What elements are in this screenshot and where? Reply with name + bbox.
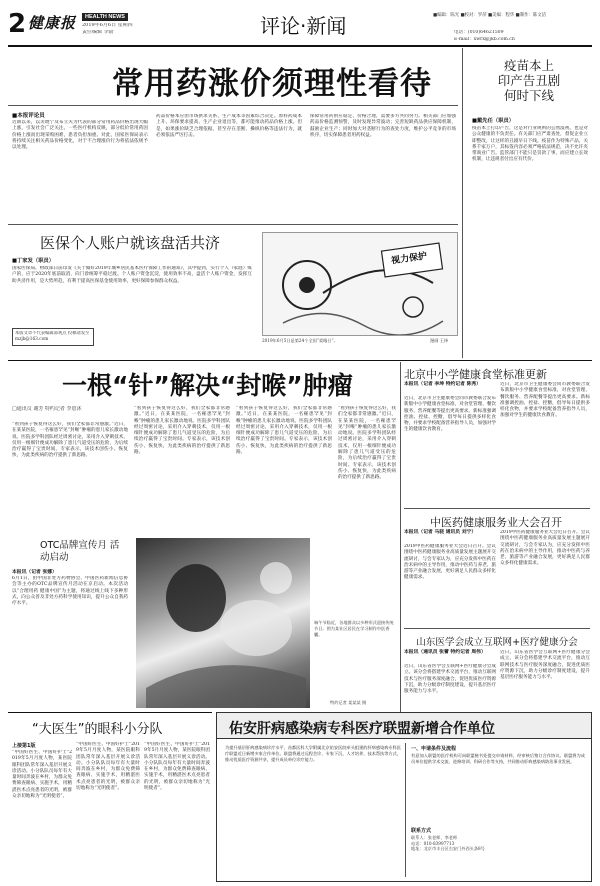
divider: [8, 224, 458, 225]
beijing-author: 本报讯（记者 李坤 特约记者 陈秀）: [404, 382, 481, 387]
feature-headline: 一根“针”解决“封喉”肿瘤: [62, 371, 353, 400]
alliance-contact-lines: 联系人：张老师、李老师 电话：010-83997713 地址：北京市丰台区右安门外西头条8号: [411, 835, 485, 852]
side-headline: 疫苗本上 印产告丑剧 何时下线: [497, 58, 561, 103]
notice-box: 本版文章不代表编辑部观点 投稿请发至 mzjb@163.com: [12, 328, 94, 346]
side-author: ■戴先任（职员）: [472, 118, 515, 124]
feature-body: “看到孩子恢复得这么好，我们全家都非常感激。”近日，在某某医院，一名罹患罕见“封喉”肿瘤的患儿家长激动地说。医院多学科团队经过周密讨论，采用介入穿刺技术，仅用一根细针便成功解除了患儿气道受压的危险，为后续治疗赢得了宝贵时间。专家表示，该技术创伤小、恢复快，为此类疾病的治疗提供了新思路。: [134, 406, 230, 456]
beijing-body: 近日，北京市卫生健康委会同市教委联合发布新版中小学健康食堂标准，对食堂管理、餐饮服务、营养配餐等提出更高要求。新标准强调控油、控盐、控糖，倡导每日提供多样化食物，并要求学校配备营养指导人员，加强对学生的健康饮食教育。: [500, 382, 590, 419]
side-body: 疫苗本上打印产告，这是对行业规则的公然漠视，也是对公众健康的不负责任。有关部门应严肃查处，督促企业立即整改，让这样的丑剧早日下线。疫苗作为特殊产品，关系千家万户，其标签内容必须严格依法规范，决不允许夹带商业广告。监管部门不能只是罚款了事，而应建立长效机制，让违规者付出应有代价。: [472, 126, 588, 163]
paper-name: 健康报: [28, 14, 77, 32]
cartoon-credit: 漫画 王铎: [430, 338, 449, 343]
divider: [404, 628, 590, 629]
lead-author: ■本报评论员: [12, 113, 45, 119]
doctor-body: “中国好医生、中国好护士”2019年5月月度人物，某医院眼科团队常年深入基层开展义诊活动。小分队队员每年有大量时间奔波在乡村，为群众免费筛查眼病、实施手术，用精湛医术点亮患者的光明，被群众亲切地称为“光明使者”。: [12, 750, 72, 800]
beijing-headline: 北京中小学健康食堂标准更新: [404, 368, 547, 381]
photo-caption: 端午节临近，各地群众以多种形式迎接传统节日。图为某社区居民在学习制作中医香囊。: [314, 620, 394, 638]
alliance-headline: 佑安肝病感染病专科医疗联盟新增合作单位: [229, 721, 495, 737]
doctor-headline: “大医生”的眼科小分队: [32, 722, 163, 737]
issue-date: 2019年6月6日 星期四: [82, 23, 133, 28]
column-divider: [462, 48, 463, 358]
column-divider: [400, 362, 401, 712]
lead-body-right: 保障常用药供应稳定、价格合理，需要多方共同努力。相关部门应加强药品价格监测预警，及时发现异常波动；完善短缺药品供应保障机制，鼓励企业生产；同时加大对垄断行为的查处力度，维护公平竞争的市场秩序，切实保障患者用药权益。: [310, 114, 456, 138]
contact-list: ■编辑：陈光 ■校对：罗萍 ■美编：程华 ■制作：陈文洁: [433, 13, 547, 18]
shandong-body: 近日，山东省医学会互联网+医疗健康分会成立。该分会将搭建学术交流平台，推动互联网技术与医疗服务深度融合，促进优质医疗资源下沉，助力分级诊疗制度建设，提升基层医疗服务能力与水平。: [500, 650, 590, 681]
otc-author: 本报讯（记者 张娜）: [12, 570, 57, 575]
cartoon-caption: 2019年6月5日是第24个全国“爱眼日”。: [262, 338, 338, 343]
tcm-headline: 中医药健康服务业大会召开: [430, 516, 562, 529]
page-number: 2: [8, 9, 27, 39]
tcm-body: 2019中医药健康服务业大会近日召开。会议围绕中医药健康服务业高质量发展主题展开交流研讨，与会专家认为，应充分发挥中医药在治未病中的主导作用，推动中医药与养老、旅游等产业融合发展，更好满足人民群众多样化健康需求。: [404, 544, 496, 581]
tcm-author: 本报讯（记者 马骁 通讯员 刘宁）: [404, 530, 477, 535]
masthead-rule: [8, 45, 592, 47]
eye-care-cartoon: [263, 233, 458, 336]
insurance-author: ■丁家发（职员）: [12, 258, 55, 264]
en-name-badge: HEALTH NEWS: [82, 13, 128, 21]
divider: [405, 743, 406, 877]
photo-content: [136, 538, 310, 708]
lead-body-left: 近期以来，以炎琥宁及布立夫为代表的部分常用药品价格出现大幅上涨，引发社会广泛关注。一些医疗机构反映，部分低价常用药因价格上涨而出现采购困难，患者负担加重。对此，国家医保局表示将持续关注相关药品价格变化，对于不合理涨价行为将依法依规予以处理。: [12, 120, 148, 151]
insurance-body: 国家医保局、财政部日前印发《关于做好2019年城乡居民基本医疗保障工作的通知》，其中提到，实行个人（家庭）账户的，应于2020年底前取消，向门诊统筹平稳过渡。个人账户资金沉淀，使用效率不高，盘活个人账户资金，发挥互助共济作用，是大势所趋，有利于提高医保基金使用效率，更好保障参保群众权益。: [12, 266, 252, 284]
cartoon-illustration: [262, 232, 458, 336]
shandong-author: 本报讯（通讯员 张蕾 特约记者 周伟）: [404, 650, 486, 655]
shandong-headline: 山东医学会成立互联网+医疗健康分会: [416, 637, 578, 648]
doctor-body: “中国好医生、中国好护士”2019年5月月度人物，某医院眼科团队常年深入基层开展义诊活动。小分队队员每年有大量时间奔波在乡村，为群众免费筛查眼病、实施手术，用精湛医术点亮患者的光明，被群众亲切地称为“光明使者”。: [144, 742, 210, 792]
divider: [404, 508, 590, 509]
alliance-contact-title: 联系方式: [411, 828, 432, 834]
feature-body: “看到孩子恢复得这么好，我们全家都非常感激。”近日，在某某医院，一名罹患罕见“封喉”肿瘤的患儿家长激动地说。医院多学科团队经过周密讨论，采用介入穿刺技术，仅用一根细针便成功解除了患儿气道受压的危险，为后续治疗赢得了宝贵时间。专家表示，该技术创伤小、恢复快，为此类疾病的治疗提供了新思路。: [12, 422, 128, 459]
otc-headline: OTC品牌宣传月 活动启动: [40, 540, 120, 563]
feature-byline: □通讯员 谢芳 特约记者 李恩沐: [12, 406, 82, 412]
masthead: [8, 6, 592, 46]
alliance-left-text: 为提升基层肝病感染病诊疗水平，首都医科大学附属北京佑安医院牵头组建的肝病感染病专科医疗联盟近日新增多家合作单位。联盟将通过远程会诊、专家下沉、人才培养、技术帮扶等方式，推动优质医疗资源共享，提升成员单位诊疗能力。: [225, 745, 401, 762]
section-title: 评论·新闻: [260, 14, 347, 38]
alliance-right-text: 有意加入联盟的医疗机构可向联盟秘书处提交申请材料，经审核后签订合作协议。联盟将为成员单位提供学术交流、进修培训、科研合作等支持，共同推动肝病感染病防治事业发展。: [411, 753, 585, 764]
lead-headline: 常用药涨价须理性看待: [112, 66, 432, 102]
editor: 责任编辑 李蔚: [82, 30, 114, 35]
divider: [8, 105, 458, 106]
feature-body: “看到孩子恢复得这么好，我们全家都非常感激。”近日，在某某医院，一名罹患罕见“封喉”肿瘤的患儿家长激动地说。医院多学科团队经过周密讨论，采用介入穿刺技术，仅用一根细针便成功解除了患儿气道受压的危险，为后续治疗赢得了宝贵时间。专家表示，该技术创伤小、恢复快，为此类疾病的治疗提供了新思路。: [338, 406, 396, 481]
doctor-dateline: 上接第1版: [12, 743, 36, 749]
feature-body: “看到孩子恢复得这么好，我们全家都非常感激。”近日，在某某医院，一名罹患罕见“封喉”肿瘤的患儿家长激动地说。医院多学科团队经过周密讨论，采用介入穿刺技术，仅用一根细针便成功解除了患儿气道受压的危险，为后续治疗赢得了宝贵时间。专家表示，该技术创伤小、恢复快，为此类疾病的治疗提供了新思路。: [236, 406, 332, 456]
festival-photo: [136, 538, 310, 708]
doctor-body: “中国好医生、中国好护士”2019年5月月度人物，某医院眼科团队常年深入基层开展义诊活动。小分队队员每年有大量时间奔波在乡村，为群众免费筛查眼病、实施手术，用精湛医术点亮患者的光明，被群众亲切地称为“光明使者”。: [76, 742, 140, 792]
shandong-body: 近日，山东省医学会互联网+医疗健康分会成立。该分会将搭建学术交流平台，推动互联网技术与医疗服务深度融合，促进优质医疗资源下沉，助力分级诊疗制度建设，提升基层医疗服务能力与水平。: [404, 664, 496, 695]
tcm-body: 2019中医药健康服务业大会近日召开。会议围绕中医药健康服务业高质量发展主题展开交流研讨，与会专家认为，应充分发挥中医药在治未病中的主导作用，推动中医药与养老、旅游等产业融合发展，更好满足人民群众多样化健康需求。: [500, 530, 590, 567]
email: E-mail：xwrx@jkb.com.cn: [454, 37, 515, 42]
otc-body: 6月1日，由中国非处方药物协会、中国医药新闻信息协会等主办的OTC品牌宣传月活动在京启动。本次活动以“合理用药 健康中国”为主题，将通过线上线下多种形式，向公众普及非处方药科学使用知识，提升公众自我药疗水平。: [12, 576, 128, 607]
photo-credit: 特约记者 某某某 摄: [330, 700, 367, 705]
lead-body-mid: 药品价格本应由市场供求关系、生产成本等因素综合决定。原料药成本上升、环保要求提高、生产企业退出等，都可能推动药品价格上涨。但是，如果涨价缺乏合理依据，甚至存在垄断、操纵价格等违法行为，就必须依法严厉打击。: [156, 114, 302, 138]
beijing-body: 近日，北京市卫生健康委会同市教委联合发布新版中小学健康食堂标准，对食堂管理、餐饮服务、营养配餐等提出更高要求。新标准强调控油、控盐、控糖，倡导每日提供多样化食物，并要求学校配备营养指导人员，加强对学生的健康饮食教育。: [404, 396, 496, 433]
phone: 电话：(010)64621509: [454, 30, 504, 35]
cartoon-sign: 视力保护: [390, 251, 428, 267]
alliance-right-title: 一、申请条件及流程: [411, 746, 457, 752]
section-rule: [8, 712, 212, 713]
section-rule: [8, 360, 592, 361]
insurance-headline: 医保个人账户就该盘活共济: [40, 234, 221, 252]
alliance-ad: [216, 712, 592, 882]
